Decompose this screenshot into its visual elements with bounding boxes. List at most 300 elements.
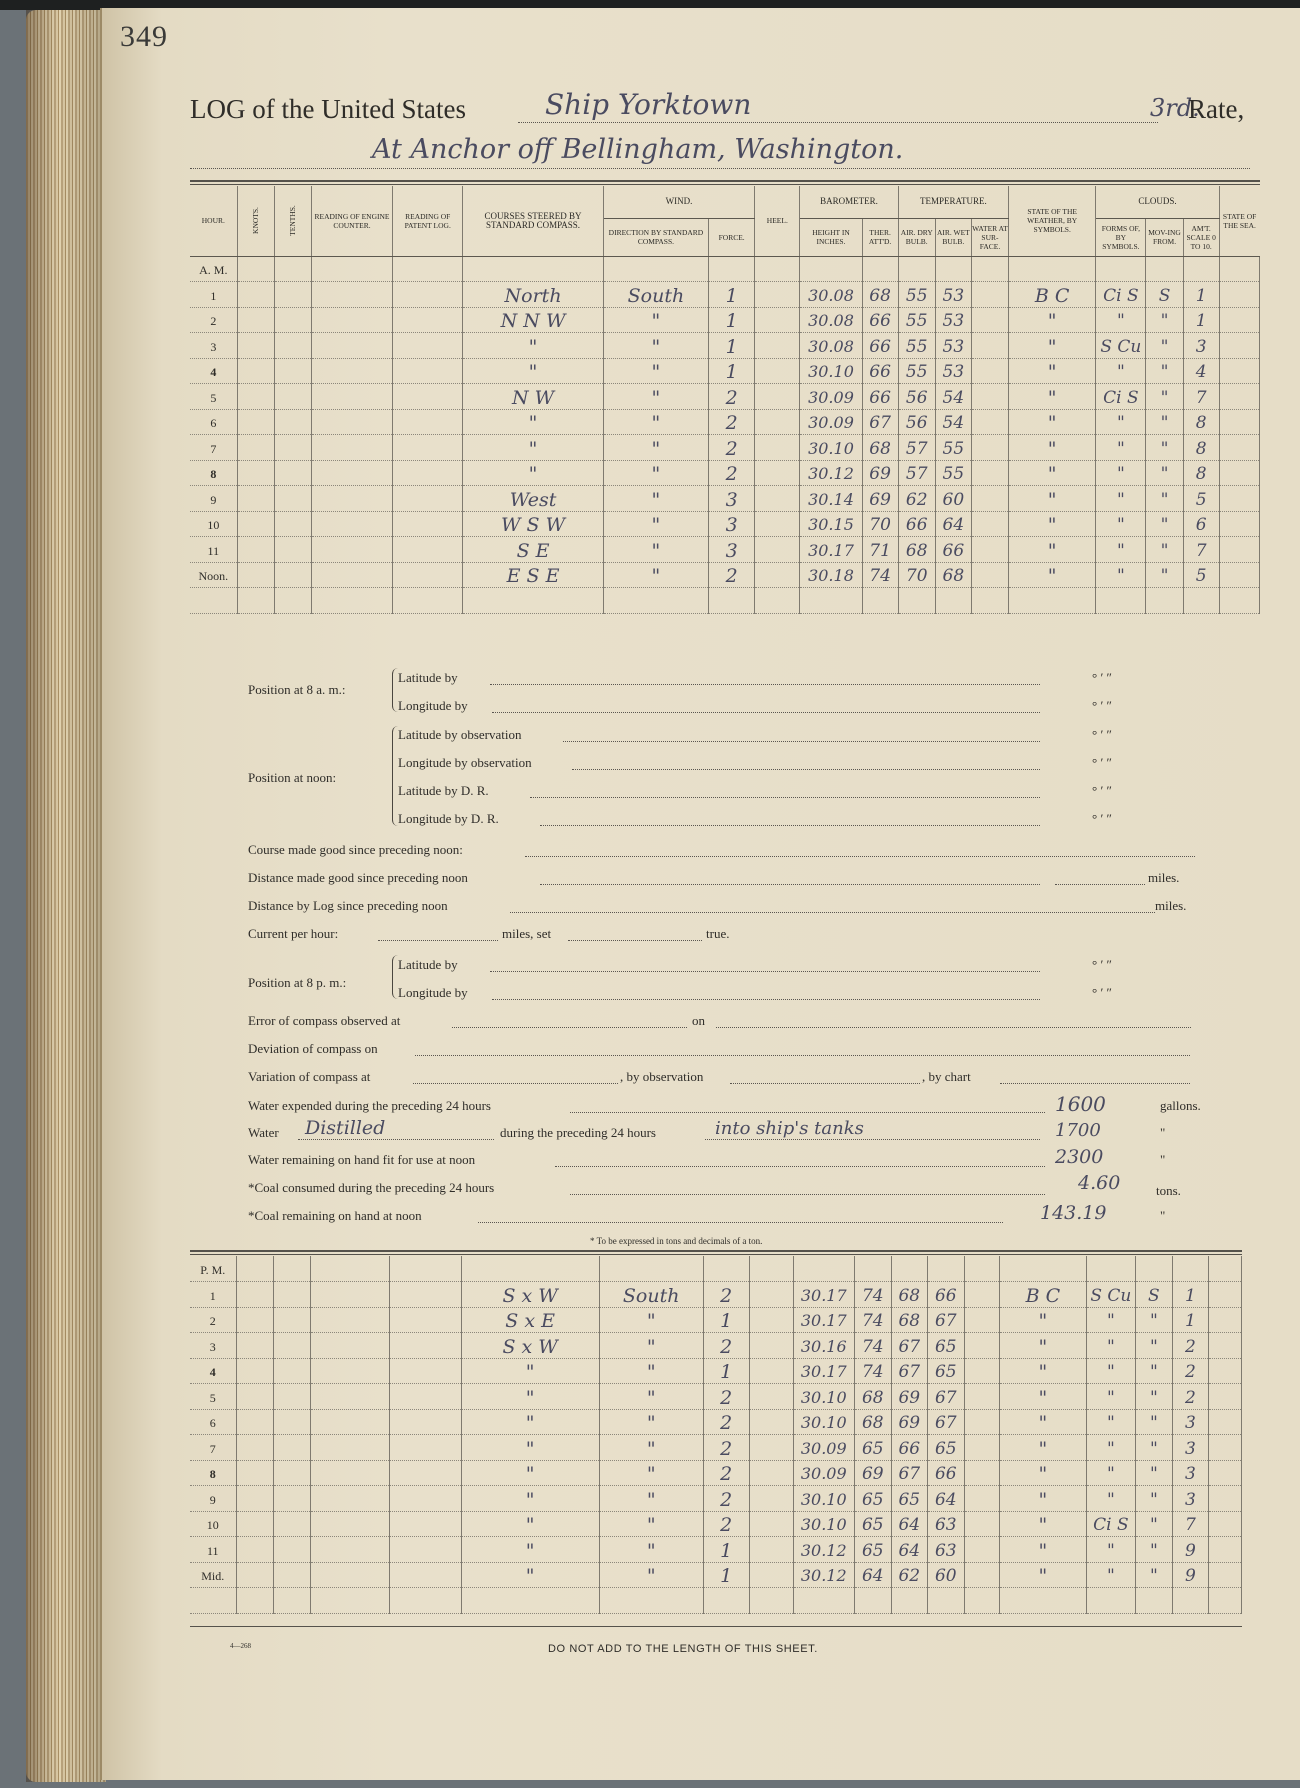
col-baro-height: HEIGHT IN INCHES. <box>800 218 862 256</box>
am-cell-ther: 66 <box>862 333 898 359</box>
am-blank-wet <box>935 588 971 614</box>
pm-cell-heel <box>749 1537 793 1563</box>
am-cell-wind: " <box>603 511 708 537</box>
am-cell-course: E S E <box>463 562 603 588</box>
pm-cell-sea <box>1208 1562 1241 1588</box>
pm-cell-ther: 74 <box>854 1333 891 1359</box>
pm-cell-wet: 66 <box>927 1460 964 1486</box>
pm-cell-ther: 68 <box>854 1384 891 1410</box>
am-cell-wet: 53 <box>935 282 971 308</box>
am-cell-force: 1 <box>709 282 755 308</box>
pm-cell-sea <box>1208 1409 1241 1435</box>
pm-cell-moving: " <box>1135 1384 1172 1410</box>
pm-label-dry <box>891 1256 927 1282</box>
water-distilled-line <box>298 1139 494 1140</box>
am-cell-amount: 7 <box>1183 537 1219 563</box>
pm-cell-weather: " <box>999 1562 1086 1588</box>
am-cell-engine <box>311 307 392 333</box>
pm-cell-patentlog <box>389 1384 461 1410</box>
am-cell-knots <box>237 307 274 333</box>
am-cell-baro: 30.08 <box>800 333 862 359</box>
water-label: Water <box>248 1125 279 1140</box>
position-8pm-label: Position at 8 p. m.: <box>248 975 347 990</box>
am-cell-ther: 67 <box>862 409 898 435</box>
am-label-baro <box>800 256 862 282</box>
am-cell-sea <box>1219 486 1259 512</box>
pm-cell-baro: 30.09 <box>793 1435 854 1461</box>
pm-cell-force: 2 <box>703 1409 749 1435</box>
am-cell-sea <box>1219 307 1259 333</box>
am-cell-sea <box>1219 282 1259 308</box>
am-cell-heel <box>755 384 800 410</box>
pm-blank-water <box>964 1588 999 1614</box>
am-cell-wet: 64 <box>935 511 971 537</box>
pm-row <box>190 1282 1242 1308</box>
pm-cell-baro: 30.17 <box>793 1307 854 1333</box>
pm-blank-amount <box>1172 1588 1208 1614</box>
pm-cell-sea <box>1208 1358 1241 1384</box>
am-cell-baro: 30.14 <box>800 486 862 512</box>
am-row <box>190 358 1260 384</box>
am-label-row <box>190 256 1260 282</box>
col-wind-force: FORCE. <box>709 218 755 256</box>
lat-8pm-line <box>490 971 1040 972</box>
pm-cell-knots <box>236 1409 273 1435</box>
am-cell-moving: " <box>1146 460 1183 486</box>
am-cell-hour: 1 <box>190 282 237 308</box>
pm-cell-dry: 67 <box>891 1460 927 1486</box>
am-cell-sea <box>1219 358 1259 384</box>
pm-blank-sea <box>1208 1588 1241 1614</box>
am-cell-amount: 4 <box>1183 358 1219 384</box>
current-miles-set: miles, set <box>502 926 552 941</box>
am-cell-forms: " <box>1096 435 1146 461</box>
pm-cell-forms: " <box>1086 1537 1135 1563</box>
am-blank-heel <box>755 588 800 614</box>
pm-cell-tenths <box>273 1511 310 1537</box>
am-cell-amount: 8 <box>1183 460 1219 486</box>
pm-blank-forms <box>1086 1588 1135 1614</box>
am-cell-force: 1 <box>709 333 755 359</box>
pm-cell-wind: " <box>599 1511 703 1537</box>
am-cell-wet: 55 <box>935 435 971 461</box>
am-cell-tenths <box>274 282 311 308</box>
pm-blank-baro <box>793 1588 854 1614</box>
am-cell-water <box>971 486 1008 512</box>
water-remaining-value: 2300 <box>1055 1146 1104 1168</box>
am-cell-sea <box>1219 562 1259 588</box>
am-cell-knots <box>237 562 274 588</box>
pm-cell-water <box>964 1384 999 1410</box>
pm-cell-engine <box>310 1358 389 1384</box>
am-cell-ther: 74 <box>862 562 898 588</box>
pm-cell-amount: 3 <box>1172 1435 1208 1461</box>
am-cell-patentlog <box>393 486 463 512</box>
pm-cell-hour: 7 <box>190 1435 236 1461</box>
am-cell-amount: 3 <box>1183 333 1219 359</box>
pm-cell-water <box>964 1333 999 1359</box>
pm-cell-dry: 69 <box>891 1409 927 1435</box>
am-blank-tenths <box>274 588 311 614</box>
am-cell-sea <box>1219 537 1259 563</box>
am-cell-wet: 55 <box>935 460 971 486</box>
lon-obs-degrees: ° ′ ″ <box>1092 755 1112 770</box>
am-cell-moving: " <box>1146 307 1183 333</box>
pm-cell-knots <box>236 1486 273 1512</box>
am-cell-wet: 53 <box>935 307 971 333</box>
pm-cell-weather: " <box>999 1435 1086 1461</box>
am-cell-knots <box>237 486 274 512</box>
variation-by-chart: , by chart <box>922 1069 971 1084</box>
pm-cell-amount: 9 <box>1172 1562 1208 1588</box>
pm-cell-knots <box>236 1282 273 1308</box>
current-line <box>378 940 498 941</box>
pm-cell-patentlog <box>389 1435 461 1461</box>
pm-cell-baro: 30.10 <box>793 1486 854 1512</box>
am-cell-heel <box>755 307 800 333</box>
am-cell-baro: 30.10 <box>800 358 862 384</box>
am-cell-hour: 8 <box>190 460 237 486</box>
am-cell-wet: 53 <box>935 333 971 359</box>
variation-line <box>413 1083 618 1084</box>
pm-cell-baro: 30.09 <box>793 1460 854 1486</box>
am-cell-sea <box>1219 409 1259 435</box>
pm-cell-hour: 4 <box>190 1358 236 1384</box>
col-cloud-forms: FORMS OF, BY SYMBOLS. <box>1096 218 1146 256</box>
am-row <box>190 307 1260 333</box>
pm-cell-wet: 63 <box>927 1537 964 1563</box>
am-cell-dry: 57 <box>898 435 935 461</box>
am-cell-tenths <box>274 460 311 486</box>
pm-cell-knots <box>236 1358 273 1384</box>
pm-cell-amount: 7 <box>1172 1511 1208 1537</box>
am-row <box>190 282 1260 308</box>
am-cell-tenths <box>274 307 311 333</box>
pm-cell-sea <box>1208 1511 1241 1537</box>
pm-bottom-rule <box>190 1626 1242 1627</box>
am-cell-water <box>971 282 1008 308</box>
lat-8am-line <box>490 684 1040 685</box>
pm-cell-tenths <box>273 1333 310 1359</box>
am-cell-force: 1 <box>709 307 755 333</box>
coal-remaining-ditto: " <box>1160 1208 1166 1223</box>
am-cell-heel <box>755 562 800 588</box>
lon-dr-line <box>540 825 1040 826</box>
pm-cell-water <box>964 1511 999 1537</box>
am-cell-wind: " <box>603 537 708 563</box>
pm-cell-ther: 65 <box>854 1537 891 1563</box>
water-during-label: during the preceding 24 hours <box>500 1125 656 1140</box>
lat-dr: Latitude by D. R. <box>398 783 489 798</box>
am-cell-course: North <box>463 282 603 308</box>
col-courses: COURSES STEERED BY STANDARD COMPASS. <box>463 186 603 256</box>
course-made-line <box>525 856 1195 857</box>
am-cell-force: 3 <box>709 537 755 563</box>
pm-cell-forms: " <box>1086 1486 1135 1512</box>
pm-cell-dry: 68 <box>891 1307 927 1333</box>
pm-cell-hour: 6 <box>190 1409 236 1435</box>
pm-cell-patentlog <box>389 1333 461 1359</box>
am-cell-tenths <box>274 537 311 563</box>
am-cell-engine <box>311 486 392 512</box>
pm-blank-heel <box>749 1588 793 1614</box>
footer-notice: DO NOT ADD TO THE LENGTH OF THIS SHEET. <box>548 1643 818 1655</box>
am-cell-engine <box>311 537 392 563</box>
am-cell-engine <box>311 409 392 435</box>
am-cell-tenths <box>274 333 311 359</box>
am-cell-weather: " <box>1009 409 1096 435</box>
lon-8am: Longitude by <box>398 698 468 713</box>
col-wind: WIND. <box>603 186 754 218</box>
lat-8pm-degrees: ° ′ ″ <box>1092 957 1112 972</box>
am-cell-course: West <box>463 486 603 512</box>
am-cell-forms: " <box>1096 409 1146 435</box>
pm-cell-moving: " <box>1135 1460 1172 1486</box>
pm-cell-weather: " <box>999 1384 1086 1410</box>
am-cell-engine <box>311 511 392 537</box>
pm-label-ther <box>854 1256 891 1282</box>
pm-cell-moving: " <box>1135 1333 1172 1359</box>
am-cell-ther: 68 <box>862 435 898 461</box>
pm-row <box>190 1435 1242 1461</box>
water-remaining-label: Water remaining on hand fit for use at noon <box>248 1152 476 1167</box>
col-ther-attd: THER. ATT'D. <box>862 218 898 256</box>
pm-cell-heel <box>749 1460 793 1486</box>
lat-dr-line <box>530 797 1040 798</box>
am-row <box>190 384 1260 410</box>
pm-cell-water <box>964 1282 999 1308</box>
pm-cell-heel <box>749 1384 793 1410</box>
am-cell-tenths <box>274 486 311 512</box>
pm-cell-hour: 9 <box>190 1486 236 1512</box>
pm-row <box>190 1307 1242 1333</box>
pm-cell-heel <box>749 1409 793 1435</box>
am-log-table <box>190 186 1260 614</box>
am-blank-dry <box>898 588 935 614</box>
am-cell-weather: " <box>1009 307 1096 333</box>
pm-cell-tenths <box>273 1409 310 1435</box>
pm-cell-wet: 67 <box>927 1409 964 1435</box>
pm-label-hour: P. M. <box>190 1256 236 1282</box>
pm-cell-wind: " <box>599 1384 703 1410</box>
lon-obs: Longitude by observation <box>398 755 532 770</box>
am-cell-patentlog <box>393 511 463 537</box>
am-label-wet <box>935 256 971 282</box>
pm-cell-moving: " <box>1135 1358 1172 1384</box>
variation-by-observation: , by observation <box>620 1069 704 1084</box>
am-cell-moving: " <box>1146 537 1183 563</box>
pm-cell-knots <box>236 1511 273 1537</box>
pm-label-engine <box>310 1256 389 1282</box>
am-cell-ther: 71 <box>862 537 898 563</box>
pm-cell-knots <box>236 1333 273 1359</box>
pm-cell-baro: 30.17 <box>793 1282 854 1308</box>
am-cell-hour: 2 <box>190 307 237 333</box>
pm-cell-engine <box>310 1282 389 1308</box>
pm-cell-engine <box>310 1333 389 1359</box>
am-cell-water <box>971 333 1008 359</box>
col-air-dry: AIR. DRY BULB. <box>898 218 935 256</box>
am-blank-hour <box>190 588 237 614</box>
pm-label-moving <box>1135 1256 1172 1282</box>
pm-row <box>190 1460 1242 1486</box>
am-cell-forms: " <box>1096 358 1146 384</box>
am-cell-weather: " <box>1009 486 1096 512</box>
pm-label-heel <box>749 1256 793 1282</box>
am-cell-wet: 60 <box>935 486 971 512</box>
col-hour: HOUR. <box>190 186 237 256</box>
pm-cell-force: 1 <box>703 1562 749 1588</box>
pm-cell-force: 2 <box>703 1333 749 1359</box>
pm-cell-sea <box>1208 1435 1241 1461</box>
am-cell-forms: Ci S <box>1096 384 1146 410</box>
pm-cell-knots <box>236 1384 273 1410</box>
form-number: 4—268 <box>230 1642 251 1650</box>
am-cell-force: 2 <box>709 562 755 588</box>
pm-cell-weather: " <box>999 1307 1086 1333</box>
am-cell-course: N W <box>463 384 603 410</box>
am-cell-knots <box>237 358 274 384</box>
am-cell-dry: 55 <box>898 358 935 384</box>
position-noon-label: Position at noon: <box>248 770 337 785</box>
distance-log-label: Distance by Log since preceding noon <box>248 898 448 913</box>
am-cell-dry: 70 <box>898 562 935 588</box>
am-cell-amount: 1 <box>1183 307 1219 333</box>
pm-cell-engine <box>310 1307 389 1333</box>
am-cell-knots <box>237 537 274 563</box>
am-label-course <box>463 256 603 282</box>
am-blank-sea <box>1219 588 1259 614</box>
am-cell-water <box>971 307 1008 333</box>
pm-cell-wind: " <box>599 1409 703 1435</box>
am-row <box>190 333 1260 359</box>
am-cell-sea <box>1219 435 1259 461</box>
am-cell-wind: " <box>603 562 708 588</box>
pm-cell-amount: 3 <box>1172 1486 1208 1512</box>
pm-blank-engine <box>310 1588 389 1614</box>
coal-remaining-value: 143.19 <box>1040 1202 1107 1224</box>
am-label-patentlog <box>393 256 463 282</box>
pm-cell-force: 2 <box>703 1435 749 1461</box>
pm-cell-tenths <box>273 1435 310 1461</box>
pm-cell-wind: " <box>599 1562 703 1588</box>
am-cell-tenths <box>274 409 311 435</box>
pm-cell-water <box>964 1307 999 1333</box>
am-cell-water <box>971 537 1008 563</box>
water-expended-gallons: gallons. <box>1160 1098 1201 1113</box>
water-into-tanks: into ship's tanks <box>715 1118 864 1139</box>
am-cell-water <box>971 358 1008 384</box>
am-cell-forms: " <box>1096 486 1146 512</box>
pm-cell-forms: " <box>1086 1562 1135 1588</box>
am-cell-weather: " <box>1009 435 1096 461</box>
pm-blank-patentlog <box>389 1588 461 1614</box>
pm-cell-engine <box>310 1409 389 1435</box>
am-cell-hour: 5 <box>190 384 237 410</box>
pm-row <box>190 1333 1242 1359</box>
pm-cell-heel <box>749 1333 793 1359</box>
am-cell-moving: " <box>1146 435 1183 461</box>
pm-cell-force: 1 <box>703 1358 749 1384</box>
am-blank-weather <box>1009 588 1096 614</box>
am-cell-weather: " <box>1009 511 1096 537</box>
water-distilled-value: 1700 <box>1055 1120 1101 1141</box>
pm-cell-engine <box>310 1435 389 1461</box>
pm-cell-water <box>964 1486 999 1512</box>
am-cell-heel <box>755 511 800 537</box>
am-cell-knots <box>237 384 274 410</box>
lon-obs-line <box>572 769 1040 770</box>
pm-cell-hour: 1 <box>190 1282 236 1308</box>
error-compass-label: Error of compass observed at <box>248 1013 401 1028</box>
pm-cell-baro: 30.10 <box>793 1409 854 1435</box>
pm-cell-wind: " <box>599 1307 703 1333</box>
am-cell-hour: 6 <box>190 409 237 435</box>
col-temperature: TEMPERATURE. <box>898 186 1008 218</box>
distance-made-line-2 <box>1055 884 1145 885</box>
pm-row <box>190 1358 1242 1384</box>
pm-cell-course: " <box>461 1435 599 1461</box>
col-patent-log: READING OF PATENT LOG. <box>393 186 463 256</box>
am-blank-course <box>463 588 603 614</box>
am-label-hour: A. M. <box>190 256 237 282</box>
am-cell-hour: 11 <box>190 537 237 563</box>
pm-cell-course: " <box>461 1409 599 1435</box>
am-cell-heel <box>755 409 800 435</box>
pm-blank-ther <box>854 1588 891 1614</box>
pm-cell-wet: 66 <box>927 1282 964 1308</box>
am-label-heel <box>755 256 800 282</box>
am-cell-patentlog <box>393 460 463 486</box>
am-cell-heel <box>755 358 800 384</box>
pm-cell-tenths <box>273 1460 310 1486</box>
pm-cell-engine <box>310 1511 389 1537</box>
pm-cell-moving: " <box>1135 1307 1172 1333</box>
lat-dr-degrees: ° ′ ″ <box>1092 783 1112 798</box>
am-cell-baro: 30.08 <box>800 282 862 308</box>
pm-cell-knots <box>236 1562 273 1588</box>
pm-label-force <box>703 1256 749 1282</box>
pm-cell-wind: " <box>599 1486 703 1512</box>
am-cell-course: N N W <box>463 307 603 333</box>
header-rule-2 <box>190 184 1260 185</box>
am-cell-engine <box>311 282 392 308</box>
pm-cell-water <box>964 1435 999 1461</box>
am-blank-water <box>971 588 1008 614</box>
pm-cell-sea <box>1208 1307 1241 1333</box>
pm-cell-amount: 9 <box>1172 1537 1208 1563</box>
pm-cell-hour: 10 <box>190 1511 236 1537</box>
water-expended-value: 1600 <box>1055 1092 1106 1116</box>
am-cell-water <box>971 435 1008 461</box>
pm-cell-heel <box>749 1358 793 1384</box>
pm-cell-dry: 64 <box>891 1511 927 1537</box>
am-cell-hour: 4 <box>190 358 237 384</box>
am-blank-patentlog <box>393 588 463 614</box>
pm-cell-dry: 65 <box>891 1486 927 1512</box>
pm-blank-weather <box>999 1588 1086 1614</box>
am-row <box>190 511 1260 537</box>
pm-cell-knots <box>236 1537 273 1563</box>
am-cell-dry: 55 <box>898 333 935 359</box>
pm-cell-moving: S <box>1135 1282 1172 1308</box>
pm-cell-sea <box>1208 1537 1241 1563</box>
pm-cell-sea <box>1208 1486 1241 1512</box>
am-cell-amount: 8 <box>1183 435 1219 461</box>
pm-cell-moving: " <box>1135 1409 1172 1435</box>
pm-label-patentlog <box>389 1256 461 1282</box>
am-cell-sea <box>1219 460 1259 486</box>
